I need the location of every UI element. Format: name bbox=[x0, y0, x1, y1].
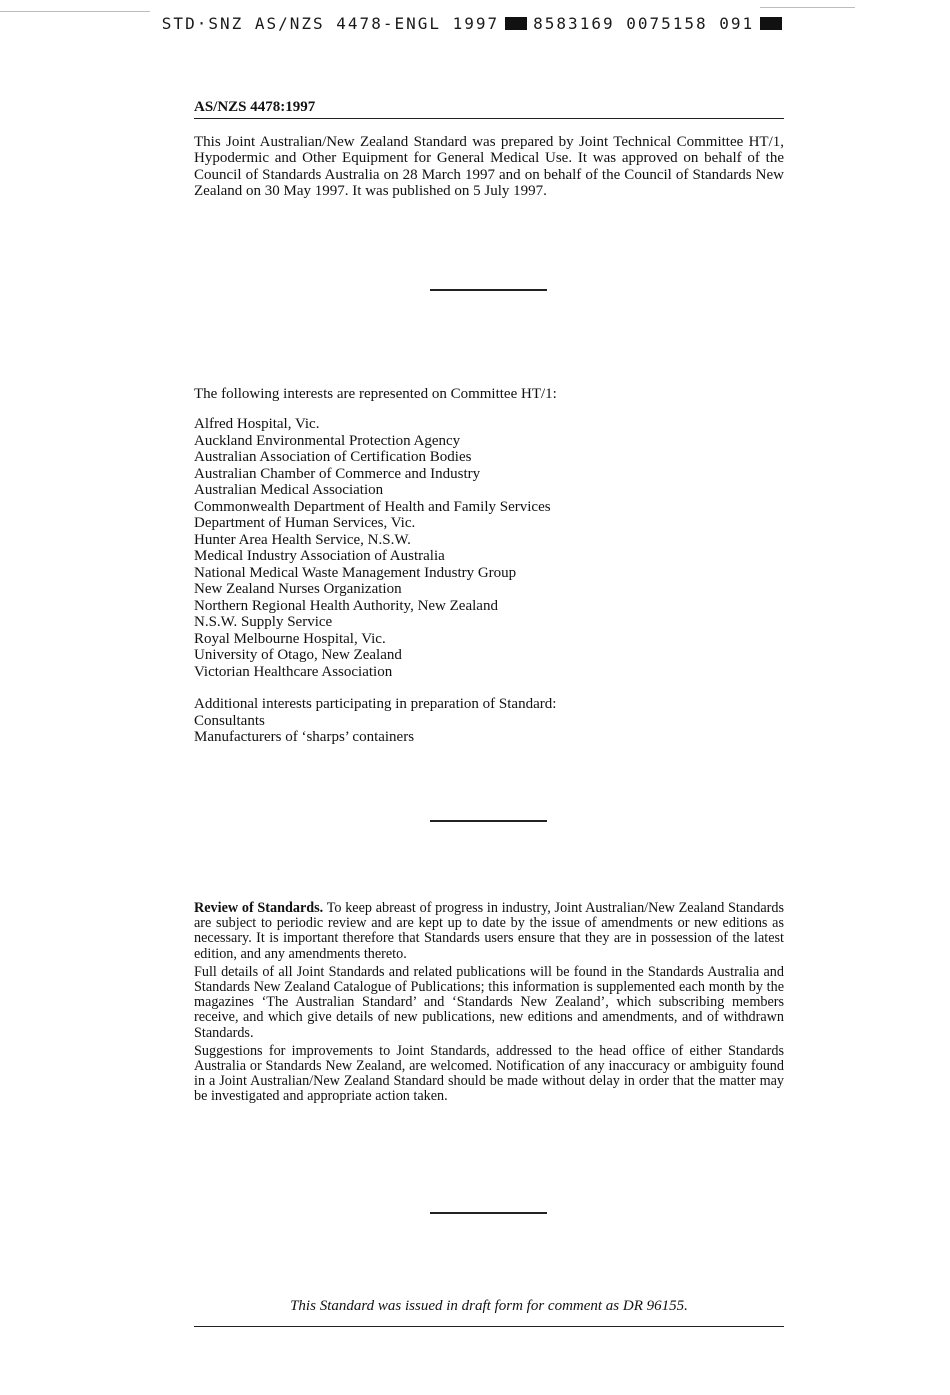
scan-artifact-line bbox=[0, 11, 150, 12]
list-item: Auckland Environmental Protection Agency bbox=[194, 432, 461, 449]
additional-interests bbox=[194, 696, 784, 746]
barcode-block bbox=[760, 17, 782, 30]
scan-artifact-line bbox=[760, 7, 855, 8]
list-item: National Medical Waste Management Industry Group bbox=[194, 564, 517, 581]
list-item: New Zealand Nurses Organization bbox=[194, 581, 402, 597]
header-code-number: 8583169 0075158 091 bbox=[533, 14, 755, 33]
draft-note: This Standard was issued in draft form for comment as DR 96155. bbox=[290, 1298, 688, 1314]
list-item: N.S.W. Supply Service bbox=[194, 614, 333, 630]
bottom-rule bbox=[194, 1326, 784, 1327]
section-divider bbox=[430, 289, 547, 291]
list-item: Australian Association of Certification Bodies bbox=[194, 449, 472, 465]
header-code-text: STD·SNZ AS/NZS 4478-ENGL 1997 bbox=[161, 14, 500, 33]
list-item: University of Otago, New Zealand bbox=[194, 647, 402, 663]
review-heading: Review of Standards. bbox=[194, 900, 324, 916]
list-item: Australian Chamber of Commerce and Industry bbox=[194, 465, 481, 482]
review-paragraph-text: To keep abreast of progress in industry, Joint Australian/New Zealand Standards are subject to periodic review and are kept up to date by the issue of amendments or new editions as necessary. It is important therefore that Standards users ensure that they are in possession of the latest edition, and any amendments thereto. bbox=[194, 900, 784, 962]
list-item: Alfred Hospital, Vic. bbox=[194, 416, 320, 432]
title-rule bbox=[194, 118, 784, 119]
preparation-paragraph: This Joint Australian/New Zealand Standard was prepared by Joint Technical Committee HT/1, Hypodermic and Other Equipment for General Medical Use. It was approved on behalf of the Council of Standards Australia on 28 March 1997 and on behalf of the Council of Standards New Zealand on 30 May 1997. It was published on 5 July 1997. bbox=[194, 134, 784, 200]
barcode-block bbox=[505, 17, 527, 30]
interests-intro: The following interests are represented on Committee HT/1: bbox=[194, 386, 557, 402]
standard-title: AS/NZS 4478:1997 bbox=[194, 99, 316, 115]
suggestions-paragraph: Suggestions for improvements to Joint Standards, addressed to the head office of either Standards Australia or Standards New Zealand, are welcomed. Notification of any inaccuracy or ambiguity found in a Joint Australian/New Zealand Standard should be made without delay in order that the matter may be investigated and appropriate action taken. bbox=[194, 1042, 784, 1105]
review-paragraph bbox=[194, 901, 784, 962]
list-item: Royal Melbourne Hospital, Vic. bbox=[194, 630, 386, 647]
list-item: Australian Medical Association bbox=[194, 482, 384, 498]
catalogue-paragraph: Full details of all Joint Standards and related publications will be found in the Standards Australia and Standards New Zealand Catalogue of Publications; this information is supplemented each month by the magazines ‘The Australian Standard’ and ‘Standards New Zealand’, which subscribing members receive, and which give details of new publications, new editions and amendments, and of withdrawn Standards. bbox=[194, 963, 784, 1041]
list-item: Commonwealth Department of Health and Family Services bbox=[194, 498, 551, 515]
list-item: Department of Human Services, Vic. bbox=[194, 515, 416, 531]
list-item: Northern Regional Health Authority, New Zealand bbox=[194, 597, 498, 614]
additional-interests-intro: Additional interests participating in preparation of Standard: bbox=[194, 696, 557, 712]
list-item: Victorian Healthcare Association bbox=[194, 663, 393, 680]
section-divider bbox=[430, 820, 547, 822]
document-control-header bbox=[0, 14, 950, 33]
section-divider bbox=[430, 1212, 547, 1214]
committee-member-list bbox=[194, 416, 784, 680]
list-item: Medical Industry Association of Australia bbox=[194, 548, 445, 564]
review-of-standards-section bbox=[194, 901, 784, 1108]
list-item: Manufacturers of ‘sharps’ containers bbox=[194, 729, 415, 745]
list-item: Consultants bbox=[194, 712, 265, 729]
list-item: Hunter Area Health Service, N.S.W. bbox=[194, 531, 411, 548]
